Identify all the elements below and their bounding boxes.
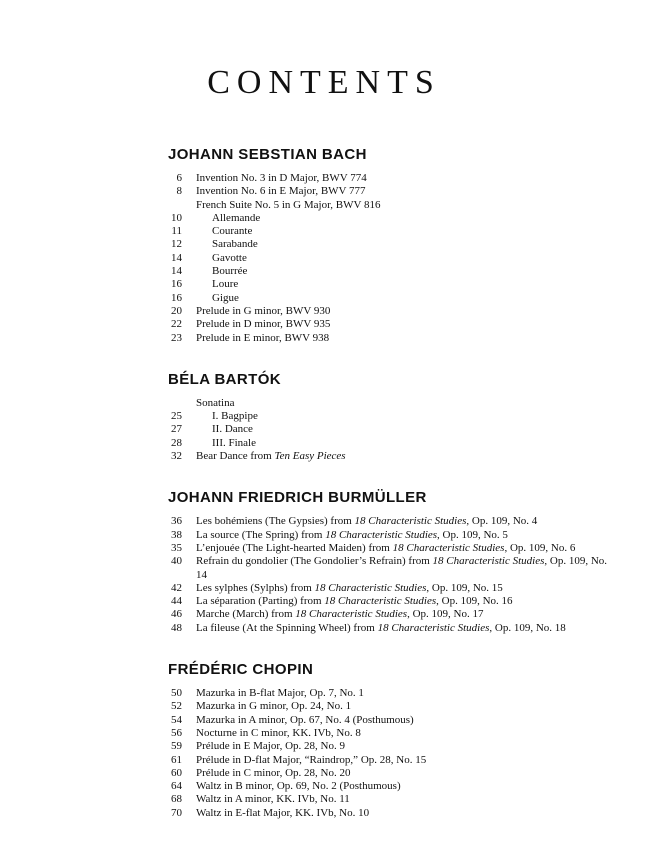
entry-title xyxy=(196,450,346,463)
text-segment: Loure xyxy=(212,278,239,291)
text-segment: , Op. 109, No. 16 xyxy=(436,595,513,608)
text-segment: Invention No. 6 in E Major, BWV 777 xyxy=(196,185,366,198)
toc-row xyxy=(168,714,608,727)
entry-title xyxy=(196,542,575,555)
toc-row xyxy=(168,780,608,793)
entry-title xyxy=(212,423,253,436)
page-number: 10 xyxy=(171,211,182,224)
entry-title xyxy=(196,318,330,331)
entry-title xyxy=(196,595,513,608)
italic-segment: 18 Characteristic Studies xyxy=(314,581,427,594)
page-number: 44 xyxy=(171,595,182,608)
page-number: 59 xyxy=(171,740,182,753)
text-segment: Refrain du gondolier (The Gondolier’s Refrain) from xyxy=(196,555,433,568)
text-segment: , Op. 109, No. 15 xyxy=(426,581,503,594)
page-number: 61 xyxy=(171,753,182,766)
page-number: 16 xyxy=(171,291,182,304)
toc-row xyxy=(168,700,608,713)
page-number: 27 xyxy=(171,423,182,436)
toc-row xyxy=(168,529,608,542)
text-segment: Gavotte xyxy=(212,251,247,264)
text-segment: Sonatina xyxy=(196,396,235,409)
toc-row xyxy=(168,423,608,436)
entry-title xyxy=(212,225,252,238)
text-segment: Marche (March) from xyxy=(196,608,296,621)
entry-title xyxy=(196,608,483,621)
toc-row xyxy=(168,767,608,780)
toc-row xyxy=(168,542,608,555)
page-number: 64 xyxy=(171,780,182,793)
entry-title xyxy=(196,687,364,700)
toc-row xyxy=(168,199,608,212)
entry-title xyxy=(196,582,503,595)
entry-title xyxy=(196,199,381,212)
section-heading: FRÉDÉRIC CHOPIN xyxy=(168,661,314,679)
toc-row xyxy=(168,450,608,463)
text-segment: Waltz in A minor, KK. IVb, No. 11 xyxy=(196,793,350,806)
page-number: 50 xyxy=(171,687,182,700)
text-segment: Gigue xyxy=(212,291,239,304)
page-number: 11 xyxy=(171,225,182,238)
toc-row xyxy=(168,410,608,423)
page-number: 40 xyxy=(171,555,182,568)
toc-row xyxy=(168,172,608,185)
text-segment: Prélude in C minor, Op. 28, No. 20 xyxy=(196,766,351,779)
text-segment: III. Finale xyxy=(212,436,256,449)
text-segment: Prélude in D-flat Major, “Raindrop,” Op. 28, No. 15 xyxy=(196,753,427,766)
entry-title xyxy=(196,767,350,780)
toc-row xyxy=(168,212,608,225)
section-heading: JOHANN SEBSTIAN BACH xyxy=(168,146,367,163)
entry-title xyxy=(212,238,258,251)
italic-segment: 18 Characteristic Studies xyxy=(432,555,545,568)
toc-row xyxy=(168,793,608,806)
toc-row xyxy=(168,437,608,450)
page-title: CONTENTS xyxy=(207,64,441,101)
toc-row xyxy=(168,754,608,767)
page-number: 22 xyxy=(171,318,182,331)
page-number: 60 xyxy=(171,766,182,779)
text-segment: Waltz in B minor, Op. 69, No. 2 (Posthumous) xyxy=(196,780,401,793)
text-segment: , Op. 109, No. 4 xyxy=(466,515,538,528)
page-number: 38 xyxy=(171,528,182,541)
toc-section xyxy=(168,371,608,463)
text-segment: Nocturne in C minor, KK. IVb, No. 8 xyxy=(196,726,361,739)
toc-row xyxy=(168,555,608,582)
toc-row xyxy=(168,305,608,318)
toc-row xyxy=(168,687,608,700)
entry-title xyxy=(196,397,235,410)
italic-segment: 18 Characteristic Studies xyxy=(325,528,438,541)
toc-row xyxy=(168,740,608,753)
text-segment: Waltz in E-flat Major, KK. IVb, No. 10 xyxy=(196,806,370,819)
page-number: 70 xyxy=(171,806,182,819)
page-number: 8 xyxy=(176,185,182,198)
entry-title xyxy=(212,252,247,265)
toc-row xyxy=(168,252,608,265)
text-segment: La fileuse (At the Spinning Wheel) from xyxy=(196,621,378,634)
page-number: 23 xyxy=(171,331,182,344)
text-segment: Prelude in D minor, BWV 935 xyxy=(196,318,331,331)
text-segment: Bear Dance from xyxy=(196,450,275,463)
toc-row xyxy=(168,225,608,238)
toc-row xyxy=(168,265,608,278)
page-number: 16 xyxy=(171,278,182,291)
text-segment: Prelude in E minor, BWV 938 xyxy=(196,331,330,344)
italic-segment: 18 Characteristic Studies xyxy=(324,595,437,608)
toc-section xyxy=(168,146,608,345)
toc-section xyxy=(168,661,608,820)
page-number: 52 xyxy=(171,700,182,713)
page-number: 42 xyxy=(171,581,182,594)
italic-segment: 18 Characteristic Studies xyxy=(295,608,408,621)
italic-segment: 18 Characteristic Studies xyxy=(354,515,467,528)
entry-title xyxy=(212,265,247,278)
text-segment: Prelude in G minor, BWV 930 xyxy=(196,304,331,317)
page-number: 68 xyxy=(171,793,182,806)
italic-segment: Ten Easy Pieces xyxy=(274,450,346,463)
page-number: 54 xyxy=(171,713,182,726)
toc-row xyxy=(168,807,608,820)
toc-row xyxy=(168,727,608,740)
entry-title xyxy=(196,172,367,185)
entry-title xyxy=(196,700,351,713)
toc-row xyxy=(168,397,608,410)
entry-title xyxy=(196,515,537,528)
page-number: 35 xyxy=(171,541,182,554)
page-number: 48 xyxy=(171,621,182,634)
toc-row xyxy=(168,238,608,251)
entry-title xyxy=(196,793,350,806)
toc-section xyxy=(168,489,608,635)
text-segment: , Op. 109, No. 5 xyxy=(437,528,508,541)
entry-title xyxy=(212,410,258,423)
text-segment: , Op. 109, No. 17 xyxy=(407,608,484,621)
section-heading: BÉLA BARTÓK xyxy=(168,370,282,388)
text-segment: Mazurka in B-flat Major, Op. 7, No. 1 xyxy=(196,687,364,700)
toc-row xyxy=(168,278,608,291)
toc-row xyxy=(168,515,608,528)
italic-segment: 18 Characteristic Studies xyxy=(377,621,490,634)
entry-title xyxy=(196,332,329,345)
text-segment: Sarabande xyxy=(212,238,258,251)
toc-row xyxy=(168,332,608,345)
entry-title xyxy=(196,185,366,198)
toc-row xyxy=(168,608,608,621)
text-segment: Mazurka in A minor, Op. 67, No. 4 (Posthumous) xyxy=(196,713,414,726)
page-number: 14 xyxy=(171,265,182,278)
entry-title xyxy=(196,727,361,740)
entry-title xyxy=(196,740,345,753)
text-segment: , Op. 109, No. 18 xyxy=(489,621,566,634)
text-segment: La séparation (Parting) from xyxy=(196,595,325,608)
text-segment: Courante xyxy=(212,225,253,238)
entry-title xyxy=(212,212,260,225)
text-segment: La source (The Spring) from xyxy=(196,528,326,541)
page-number: 25 xyxy=(171,410,182,423)
text-segment: I. Bagpipe xyxy=(212,410,258,423)
entry-title xyxy=(196,714,414,727)
page-number: 20 xyxy=(171,304,182,317)
text-segment: French Suite No. 5 in G Major, BWV 816 xyxy=(196,198,381,211)
page-number: 28 xyxy=(171,436,182,449)
toc-row xyxy=(168,292,608,305)
text-segment: Mazurka in G minor, Op. 24, No. 1 xyxy=(196,700,352,713)
page-number: 32 xyxy=(171,450,182,463)
entry-title xyxy=(212,292,239,305)
toc-row xyxy=(168,318,608,331)
entry-title xyxy=(196,807,369,820)
page-number: 14 xyxy=(171,251,182,264)
toc-row xyxy=(168,622,608,635)
toc-row xyxy=(168,185,608,198)
entry-title xyxy=(196,555,608,582)
entry-title xyxy=(212,437,256,450)
text-segment: , Op. 109, No. 14 xyxy=(196,555,608,581)
toc-row xyxy=(168,595,608,608)
toc-row xyxy=(168,582,608,595)
text-segment: L’enjouée (The Light-hearted Maiden) from xyxy=(196,541,393,554)
text-segment: Les bohémiens (The Gypsies) from xyxy=(196,515,355,528)
entry-title xyxy=(196,622,566,635)
text-segment: Allemande xyxy=(212,211,261,224)
text-segment: Prélude in E Major, Op. 28, No. 9 xyxy=(196,740,345,753)
page-number: 36 xyxy=(171,515,182,528)
text-segment: Les sylphes (Sylphs) from xyxy=(196,581,315,594)
page-number: 56 xyxy=(171,726,182,739)
entry-title xyxy=(196,754,426,767)
entry-title xyxy=(196,529,508,542)
entry-title xyxy=(212,278,238,291)
italic-segment: 18 Characteristic Studies xyxy=(392,541,505,554)
page-number: 12 xyxy=(171,238,182,251)
section-heading: JOHANN FRIEDRICH BURMÜLLER xyxy=(168,489,427,507)
text-segment: , Op. 109, No. 6 xyxy=(504,541,576,554)
text-segment: II. Dance xyxy=(212,423,253,436)
contents-body xyxy=(0,146,648,820)
entry-title xyxy=(196,780,401,793)
page-number: 6 xyxy=(176,172,182,184)
page-number: 46 xyxy=(171,608,182,621)
text-segment: Bourrée xyxy=(212,265,248,278)
text-segment: Invention No. 3 in D Major, BWV 774 xyxy=(196,172,367,184)
entry-title xyxy=(196,305,330,318)
